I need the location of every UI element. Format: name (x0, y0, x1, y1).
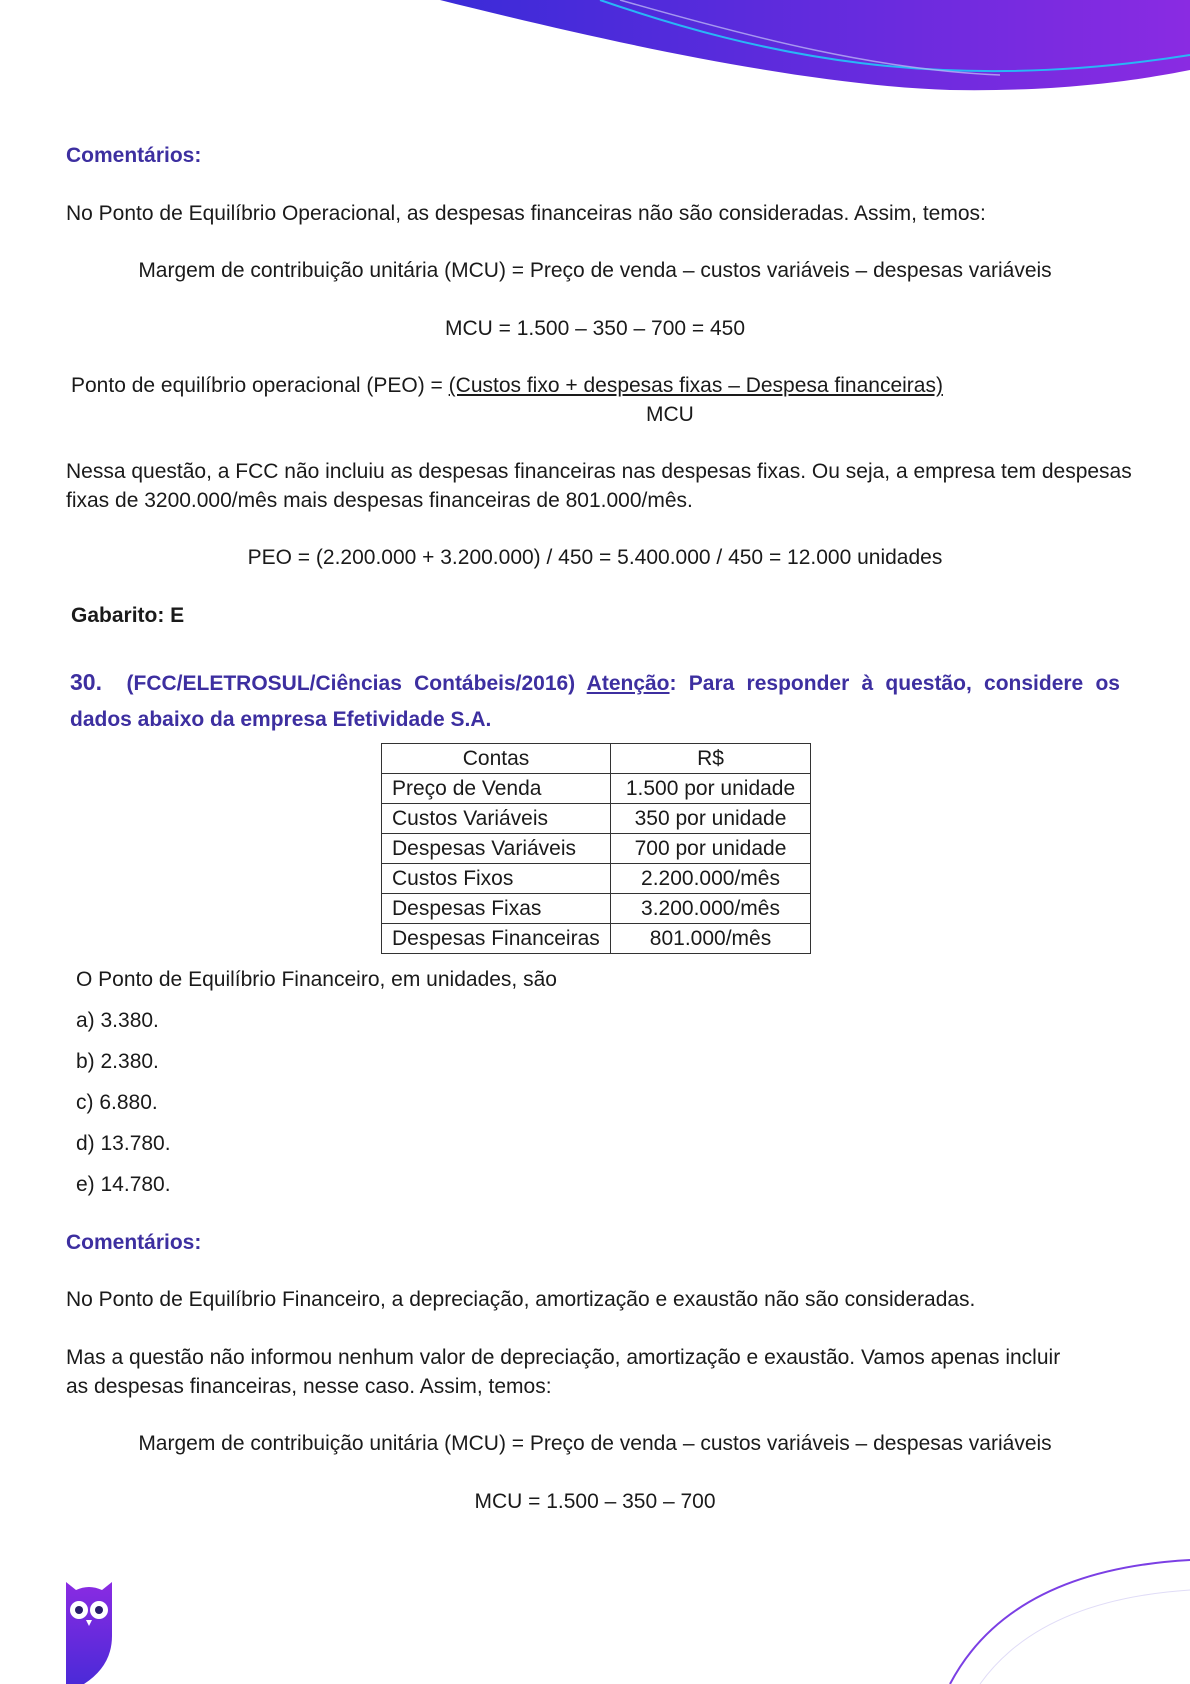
question-title (70, 664, 1120, 738)
table-header-row (382, 744, 811, 774)
option-b: b) 2.380. (76, 1050, 159, 1073)
table-cell: Custos Variáveis (382, 804, 611, 834)
paragraph: Mas a questão não informou nenhum valor de depreciação, amortização e exaustão. Vamos apenas incluir (66, 1346, 1061, 1369)
peo-numerator: (Custos fixo + despesas fixas – Despesa financeiras) (448, 374, 943, 397)
table-cell: 1.500 por unidade (611, 774, 811, 804)
footer-curve-decoration (920, 1550, 1190, 1684)
option-a: a) 3.380. (76, 1009, 159, 1032)
table-row (382, 864, 811, 894)
table-header: Contas (382, 744, 611, 774)
comments-heading: Comentários: (66, 144, 202, 167)
table-cell: Despesas Variáveis (382, 834, 611, 864)
table-cell: Despesas Financeiras (382, 924, 611, 954)
peo-denominator: MCU (646, 403, 694, 426)
table-cell: Custos Fixos (382, 864, 611, 894)
formula-mcu-value: MCU = 1.500 – 350 – 700 = 450 (444, 317, 746, 340)
paragraph: fixas de 3200.000/mês mais despesas financeiras de 801.000/mês. (66, 489, 693, 512)
answer-key: Gabarito: E (71, 604, 185, 627)
table-row (382, 774, 811, 804)
question-number: 30. (70, 669, 102, 695)
table-cell: 2.200.000/mês (611, 864, 811, 894)
formula-mcu: MCU = 1.500 – 350 – 700 (474, 1490, 716, 1513)
formula-mcu-definition: Margem de contribuição unitária (MCU) = Preço de venda – custos variáveis – despesas variáveis (138, 1432, 1052, 1455)
formula-peo (71, 374, 943, 398)
option-d: d) 13.780. (76, 1132, 171, 1155)
accounts-table (381, 743, 811, 954)
table-cell: 350 por unidade (611, 804, 811, 834)
formula-peo-value: PEO = (2.200.000 + 3.200.000) / 450 = 5.400.000 / 450 = 12.000 unidades (247, 546, 943, 569)
table-row (382, 834, 811, 864)
table-cell: 700 por unidade (611, 834, 811, 864)
table-row (382, 804, 811, 834)
table-cell: 3.200.000/mês (611, 894, 811, 924)
table-row (382, 894, 811, 924)
table-cell: Despesas Fixas (382, 894, 611, 924)
question-attention: Atenção (586, 672, 670, 695)
comments-heading: Comentários: (66, 1231, 202, 1254)
option-c: c) 6.880. (76, 1091, 158, 1114)
table-header: R$ (611, 744, 811, 774)
paragraph: No Ponto de Equilíbrio Financeiro, a depreciação, amortização e exaustão não são consideradas. (66, 1288, 976, 1311)
paragraph: No Ponto de Equilíbrio Operacional, as despesas financeiras não são consideradas. Assim, temos: (66, 202, 986, 225)
table-cell: 801.000/mês (611, 924, 811, 954)
paragraph: as despesas financeiras, nesse caso. Assim, temos: (66, 1375, 552, 1398)
table-cell: Preço de Venda (382, 774, 611, 804)
header-wave-decoration (0, 0, 1190, 100)
question-source: (FCC/ELETROSUL/Ciências Contábeis/2016) (126, 672, 587, 695)
option-e: e) 14.780. (76, 1173, 171, 1196)
owl-logo-icon (62, 1576, 116, 1684)
formula-mcu-definition: Margem de contribuição unitária (MCU) = Preço de venda – custos variáveis – despesas variáveis (138, 259, 1052, 282)
peo-label: Ponto de equilíbrio operacional (PEO) = (71, 374, 449, 397)
paragraph: Nessa questão, a FCC não incluiu as despesas financeiras nas despesas fixas. Ou seja, a empresa tem despesas (66, 460, 1132, 483)
question-prompt: O Ponto de Equilíbrio Financeiro, em unidades, são (76, 968, 557, 991)
question-statement: : Para responder à questão, considere os dados abaixo da empresa Efetividade S.A. (70, 672, 1120, 731)
table-row (382, 924, 811, 954)
